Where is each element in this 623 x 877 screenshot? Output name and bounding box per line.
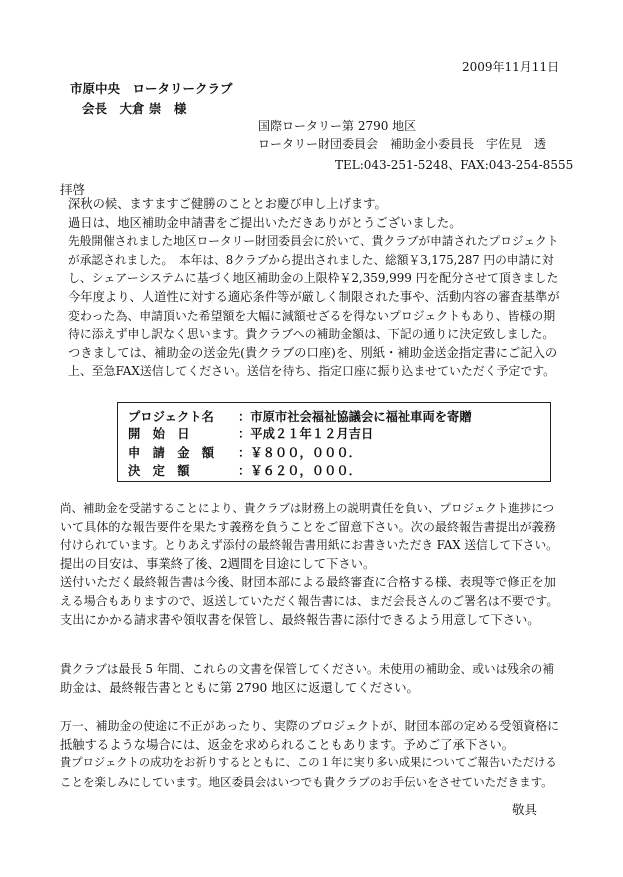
paragraph-line: 先般開催されました地区ロータリー財団委員会に於いて、貴クラブが申請されたプロジェクト (68, 234, 559, 249)
requested-amount-label: 申 請 金 額 (128, 445, 215, 460)
paragraph-line: える場合もありますので、返送していただく報告書には、まだ会長さんのご署名は不要です。 (60, 593, 559, 608)
requested-amount-value: ：￥８００，０００． (238, 445, 361, 460)
paragraph-line: 上、至急FAX送信してください。送信を待ち、指定口座に振り込ませていただく予定です。 (68, 364, 556, 379)
paragraph-line: 貴プロジェクトの成功をお祈りするとともに、この１年に実り多い成果についてご報告いただける (60, 756, 557, 770)
paragraph-line: いて具体的な報告要件を果たす義務を負うことをご留意下さい。次の最終報告書提出が義務 (60, 519, 556, 534)
sender-committee: ロータリー財団委員会 補助金小委員長 宇佐見 透 (258, 137, 547, 151)
start-date-value: ：平成２１年１２月吉日 (238, 426, 374, 441)
start-date-label: 開 始 日 (128, 426, 190, 441)
body-paragraph-2 (60, 499, 560, 629)
body-paragraph-4 (60, 717, 560, 791)
project-row-requested-amount (128, 443, 361, 461)
project-name-label: プロジェクト名 (128, 409, 214, 424)
approved-amount-value: ：￥６２０，０００． (238, 463, 361, 478)
paragraph-line: 変わった為、申請頂いた希望額を大幅に減額せざるを得ないプロジェクトもあり、皆様の期 (68, 308, 556, 323)
paragraph-line: 提出の目安は、事業終了後、2週間を目途にして下さい。 (60, 556, 376, 571)
paragraph-line: 尚、補助金を受諾することにより、貴クラブは財務上の説明責任を負い、プロジェクト進捗につ (60, 501, 555, 515)
paragraph-line: 万一、補助金の使途に不正があったり、実際のプロジェクトが、財団本部の定める受領資格に (60, 719, 560, 733)
sender-contact: TEL:043-251-5248、FAX:043-254-8555 (335, 158, 574, 172)
project-row-start-date (128, 424, 373, 442)
closing: 敬具 (512, 802, 538, 817)
recipient-name: 会長 大倉 崇 様 (82, 101, 187, 116)
sender-district: 国際ロータリー第 2790 地区 (258, 119, 417, 133)
paragraph-line: 付けられています。とりあえず添付の最終報告書用紙にお書きいただき FAX 送信して下さい。 (60, 538, 558, 553)
paragraph-line: し、シェアーシステムに基づく地区補助金の上限枠￥2,359,999 円を配分させて頂きました (68, 271, 559, 286)
project-name-value: ：市原市社会福祉協議会に福祉車両を寄贈 (238, 409, 472, 424)
body-paragraph-3 (60, 660, 560, 697)
body-paragraph-1 (60, 195, 560, 381)
paragraph-line: 送付いただく最終報告書は今後、財団本部による最終審査に合格する様、表現等で修正を加 (60, 575, 556, 590)
recipient-organization: 市原中央 ロータリークラブ (70, 81, 233, 96)
paragraph-line: 今年度より、人道性に対する適応条件等が厳しく制限された事や、活動内容の審査基準が (68, 289, 560, 304)
letter-date: 2009年11月11日 (462, 60, 560, 74)
salutation: 拝啓 (60, 182, 86, 197)
paragraph-line: 抵触するような場合には、返金を求められることもあります。予めご了承下さい。 (60, 737, 515, 752)
paragraph-line: 待に添えず申し訳なく思います。貴クラブへの補助金額は、下記の通りに決定致しました。 (68, 327, 555, 342)
paragraph-line: 深秋の候、ますますご健勝のこととお慶び申し上げます。 (68, 197, 387, 211)
project-row-name (128, 407, 472, 425)
paragraph-line: つきましては、補助金の送金先(貴クラブの口座)を、別紙・補助金送金指定書にご記入の (68, 345, 558, 360)
approved-amount-label: 決 定 額 (128, 463, 190, 478)
project-row-approved-amount (128, 461, 361, 479)
paragraph-line: 貴クラブは最長 5 年間、これらの文書を保管してください。未使用の補助金、或いは残余の補 (60, 662, 555, 676)
paragraph-line: ことを楽しみにしています。地区委員会はいつでも貴クラブのお手伝いをさせていただきます。 (60, 774, 553, 789)
paragraph-line: 過日は、地区補助金申請書をご提出いただきありがとうございました。 (68, 215, 462, 230)
paragraph-line: 支出にかかる請求書や領収書を保管し、最終報告書に添付できるよう用意して下さい。 (60, 612, 540, 627)
project-summary-box (117, 402, 551, 482)
paragraph-line: 助金は、最終報告書とともに第 2790 地区に返還してください。 (60, 680, 419, 695)
paragraph-line: が承認されました。 本年は、8クラブから提出されました、総額￥3,175,287 円の申請に対 (68, 252, 554, 267)
